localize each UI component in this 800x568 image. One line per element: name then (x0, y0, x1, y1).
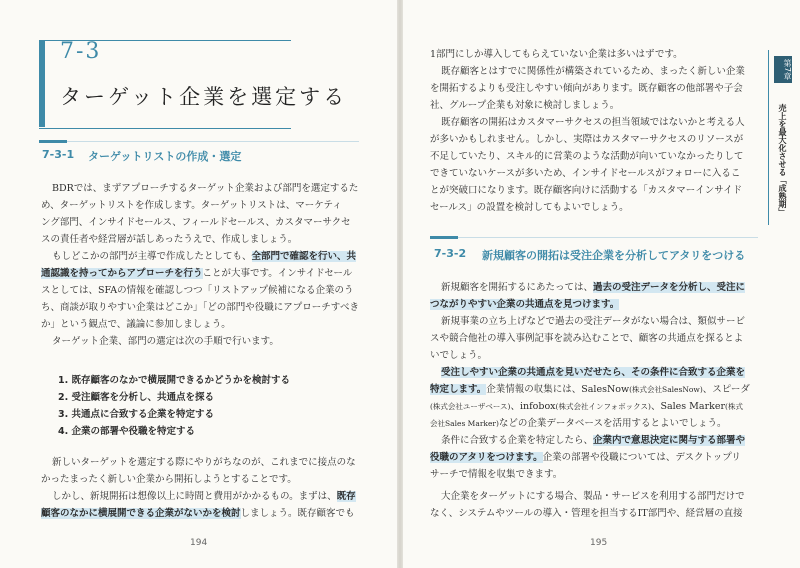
body-line: ターゲット企業、部門の選定は次の手順で行います。 (52, 336, 279, 347)
list-item: 1. 既存顧客のなかで横展開できるかどうかを検討する (58, 375, 291, 386)
text-run: (株式会社ユーザベース) (430, 402, 511, 411)
body-line: なく、システムやツールの導入・管理を担当するIT部門や、経営層の直接 (430, 508, 743, 519)
section-rule (67, 141, 359, 142)
text-run: 、スピーダ (702, 384, 750, 395)
page-number: 194 (190, 538, 208, 548)
text-run: 会社Sales Marker) (430, 419, 499, 428)
body-line (441, 282, 745, 294)
text-run: (株式会社インフォボックス) (555, 402, 651, 411)
body-line (52, 251, 356, 263)
text-run: しましょう。既存顧客でも (240, 508, 355, 519)
section-rule-accent (39, 140, 67, 143)
section-rule-accent (430, 236, 458, 239)
section-number: 7-3-1 (42, 148, 75, 161)
body-line: 新規事業の立ち上げなどで過去の受注データがない場合は、類似サービ (441, 316, 746, 327)
list-item: 4. 企業の部署や役職を特定する (58, 426, 196, 437)
text-run: しかし、新規開拓は想像以上に時間と費用がかかるもの。まずは、 (52, 491, 337, 502)
body-line (441, 435, 745, 447)
body-line (41, 508, 355, 520)
section-title: ターゲットリストの作成・選定 (88, 150, 242, 163)
body-line: を開拓するよりも受注しやすい傾向があります。既存顧客の他部署や子会 (430, 83, 743, 94)
text-run: 企業の部署や役職については、デスクトップリ (542, 452, 741, 463)
section-title: 新規顧客の開拓は受注企業を分析してアタリをつける (482, 249, 746, 262)
text-run: (株式 (725, 402, 743, 411)
highlight-text: 顧客のなかに横展開できる企業がないかを検討 (41, 508, 241, 519)
body-line (430, 384, 750, 396)
highlight-text: 既存 (336, 491, 356, 502)
text-run: 新規顧客を開拓するにあたっては、 (441, 282, 594, 293)
chapter-number: 7-3 (60, 39, 102, 64)
highlight-text: 受注しやすい企業の共通点を見いだせたら、その条件に合致する企業を (441, 367, 746, 378)
side-tab-chapter: 第7章 (774, 56, 792, 83)
highlight-text: 企業内で意思決定に関与する部署や (593, 435, 746, 446)
body-line: サーチで情報を収集できます。 (430, 469, 563, 480)
highlight-text: 全部門で確認を行い、共 (251, 251, 357, 262)
text-run: もしどこかの部門が主導で作成したとしても、 (52, 251, 252, 262)
body-line: 既存顧客とはすでに関係性が構築されているため、まったく新しい企業 (441, 66, 745, 77)
body-line (430, 418, 726, 430)
text-run: 企業情報の収集には、SalesNow (486, 384, 630, 395)
body-line: 大企業をターゲットにする場合、製品・サービスを利用する部門だけで (441, 491, 745, 502)
section-number: 7-3-2 (434, 247, 467, 260)
body-line: 不足していたり、スキル的に営業のような活動が向いていなかったりして (430, 151, 744, 162)
body-line: 新しいターゲットを選定する際にやりがちなのが、これまでに接点のな (52, 457, 356, 468)
gutter (397, 0, 403, 568)
body-line: ち、商談が取りやすい企業はどこか」「どの部門や役職にアプローチすべき (41, 302, 360, 313)
section-rule (458, 237, 758, 238)
text-run: 条件に合致する企業を特定したら、 (441, 435, 594, 446)
body-line: できていないケースが多いため、インサイドセールスがフォローに入るこ (430, 168, 741, 179)
text-run: 、Sales Marker (650, 401, 726, 412)
body-line (52, 491, 356, 503)
highlight-text: つながりやすい企業の共通点を見つけます。 (430, 299, 620, 310)
side-tab-title: 売上を最大化させる「成熟期」 (778, 104, 787, 216)
body-line (441, 367, 745, 379)
body-line: が多いかもしれません。しかし、実際はカスタマーサクセスのリソースが (430, 134, 744, 145)
body-line: め、ターゲットリストを作成します。ターゲットリストは、マーケティ (41, 200, 342, 211)
text-run: (株式会社SalesNow) (629, 385, 703, 394)
body-line: か」という観点で、議論に参加しましょう。 (41, 319, 231, 330)
body-line: かったまったく新しい企業から開拓しようとすることです。 (41, 474, 297, 485)
body-line: BDRでは、まずアプローチするターゲット企業および部門を選定するた (52, 183, 359, 194)
text-run: ことが大事です。インサイドセール (202, 268, 353, 279)
chapter-heading-bar (39, 40, 45, 127)
highlight-text: 過去の受注データを分析し、受注に (593, 282, 746, 293)
highlight-text: 通認識を持ってからアプローチを行う (41, 268, 203, 279)
body-line: ング部門、インサイドセールス、フィールドセールス、カスタマーサクセ (41, 217, 351, 228)
body-line: スとしては、SFAの情報を確認しつつ「リストアップ候補になる企業のう (41, 285, 354, 296)
body-line: とが突破口になります。既存顧客向けに活動する「カスタマーインサイド (430, 185, 743, 196)
body-line: スや競合他社の導入事例記事を読み込むことで、顧客の共通点を探るとよ (430, 333, 744, 344)
body-line: いでしょう。 (430, 350, 488, 361)
page-number: 195 (590, 538, 608, 548)
body-line (41, 268, 352, 280)
body-line: 社、グループ企業も対象に検討しましょう。 (430, 100, 620, 111)
highlight-text: 特定します。 (430, 384, 487, 395)
body-line (430, 452, 741, 464)
text-run: 、infobox (510, 401, 556, 412)
highlight-text: 役職のアタリをつけます。 (430, 452, 543, 463)
body-line: 既存顧客の開拓はカスタマーサクセスの担当領域ではないかと考える人 (441, 117, 745, 128)
list-item: 2. 受注顧客を分析し、共通点を探る (58, 392, 215, 403)
body-line: セールス」の設置を検討してもよいでしょう。 (430, 202, 629, 213)
body-line (430, 401, 743, 413)
chapter-title: ターゲット企業を選定する (60, 85, 348, 109)
body-line (430, 299, 619, 311)
list-item: 3. 共通点に合致する企業を特定する (58, 409, 215, 420)
body-line: 1部門にしか導入してもらえていない企業は多いはずです。 (430, 49, 683, 60)
text-run: などの企業データベースを活用するとよいでしょう。 (498, 418, 727, 429)
body-line: スの責任者や経営層が話しあったうえで、作成しましょう。 (41, 234, 298, 245)
